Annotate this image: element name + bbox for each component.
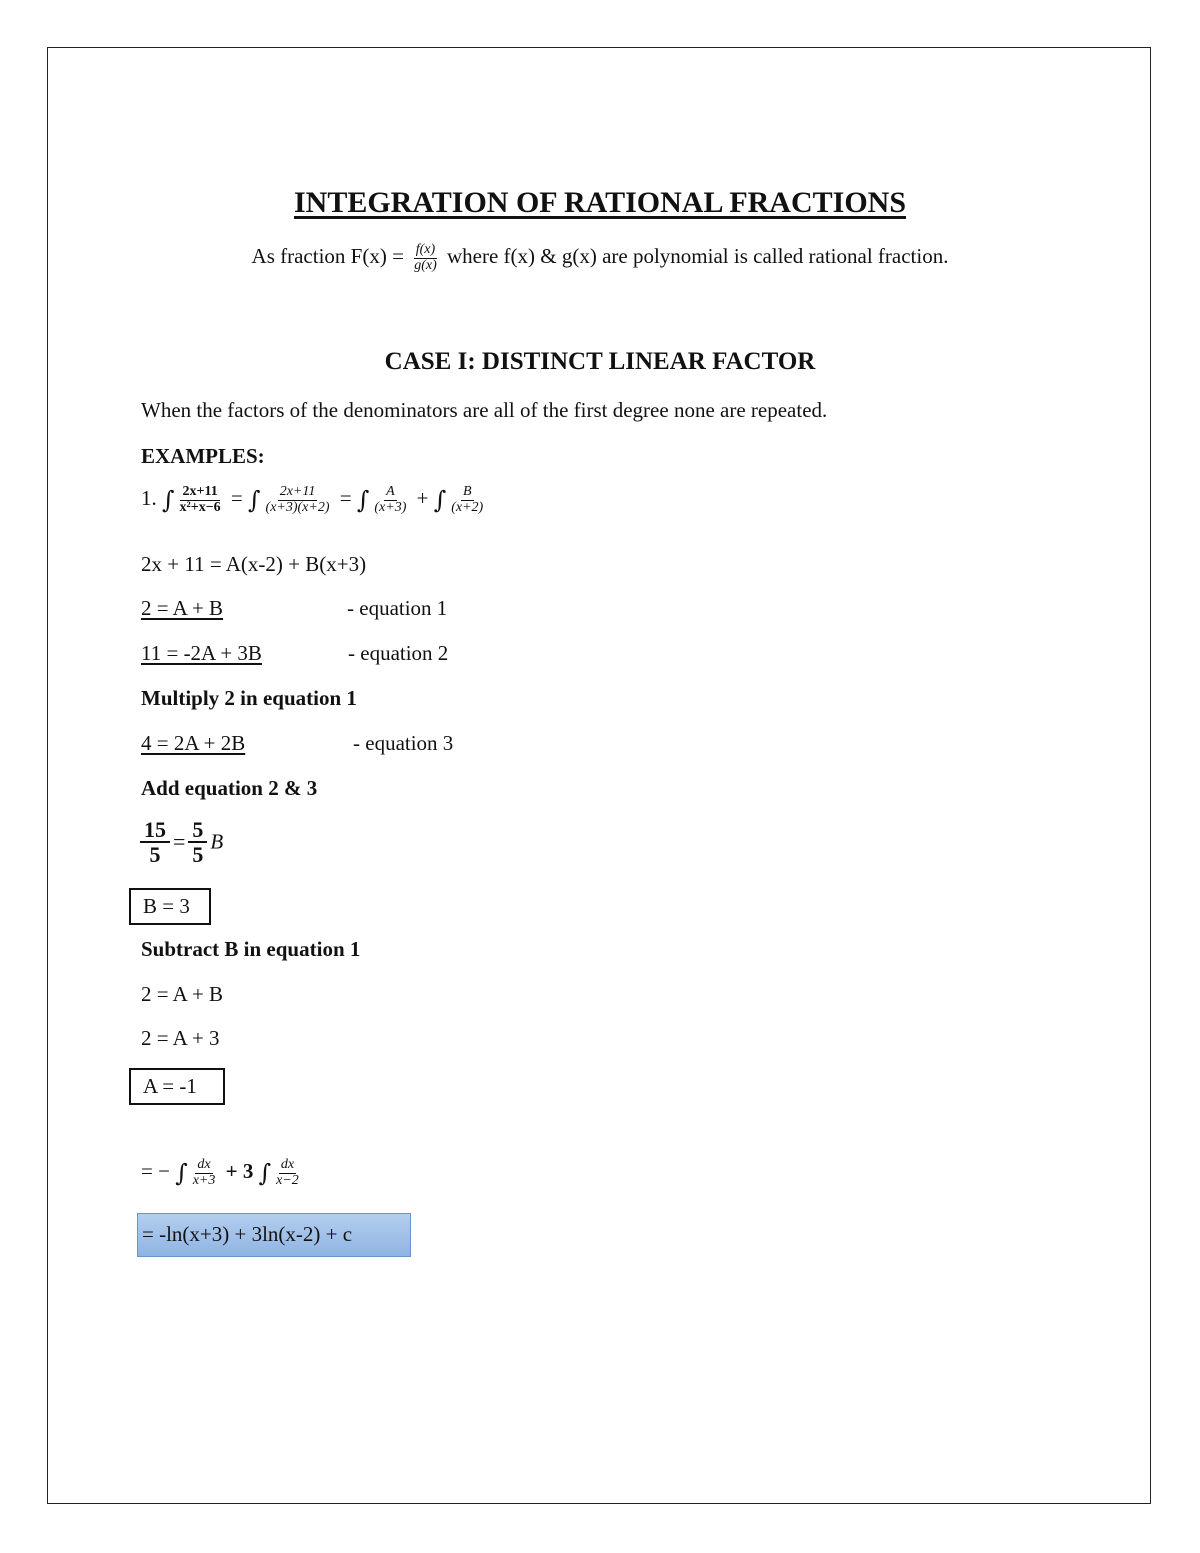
equals-sign: =: [230, 486, 243, 510]
fraction-3-denominator: (x+3): [374, 499, 407, 515]
integral-sign: ∫: [433, 486, 447, 515]
equals-sign: =: [173, 829, 186, 855]
definition-numerator: f(x): [415, 242, 436, 257]
definition-suffix: where f(x) & g(x) are polynomial is called rational fraction.: [446, 244, 949, 268]
integral-1-numerator: dx: [197, 1157, 211, 1172]
fraction-right: [188, 818, 207, 866]
example-fraction-3: [372, 485, 408, 515]
fraction-2-numerator: 2x+11: [279, 484, 316, 499]
fraction-4-numerator: B: [462, 484, 472, 499]
fraction-variable: B: [210, 829, 224, 854]
integral-sign: ∫: [356, 486, 370, 515]
substitution-2: 2 = A + 3: [141, 1026, 220, 1050]
case-heading: CASE I: DISTINCT LINEAR FACTOR: [384, 348, 816, 375]
integral-fraction-1: [191, 1158, 218, 1188]
fraction-right-denominator: 5: [192, 842, 204, 868]
equation-2: 11 = -2A + 3B: [141, 641, 262, 665]
page-title: INTEGRATION OF RATIONAL FRACTIONS: [293, 186, 907, 219]
example-fraction-1: [178, 485, 223, 515]
definition-denominator: g(x): [414, 257, 437, 273]
integral-sign: ∫: [248, 486, 261, 515]
result-a: A = -1: [143, 1074, 197, 1098]
fraction-equation: [140, 818, 223, 866]
plus-sign: +: [416, 486, 429, 510]
integral-sign: ∫: [258, 1159, 272, 1188]
examples-label: EXAMPLES:: [141, 444, 265, 468]
example-fraction-2: [264, 485, 332, 515]
definition-line: [0, 243, 1200, 273]
definition-fraction: [412, 243, 439, 273]
fraction-1-numerator: 2x+11: [182, 484, 218, 499]
equals-sign: =: [339, 486, 352, 510]
definition-prefix: As fraction F(x) =: [251, 244, 404, 268]
equation-1: 2 = A + B: [141, 596, 224, 620]
integral-sign: ∫: [162, 486, 175, 515]
integral-2-denominator: x−2: [276, 1172, 299, 1188]
substitution-1: 2 = A + B: [141, 982, 224, 1006]
example-index: 1.: [141, 486, 157, 510]
equation-3: 4 = 2A + 2B: [141, 731, 246, 755]
step-multiply: Multiply 2 in equation 1: [141, 686, 357, 710]
case-description: When the factors of the denominators are all of the first degree none are repeated.: [141, 398, 828, 422]
integral-prefix: = −: [141, 1159, 170, 1183]
integral-2-numerator: dx: [280, 1157, 295, 1172]
result-b: B = 3: [143, 894, 190, 918]
identity-line: 2x + 11 = A(x-2) + B(x+3): [141, 552, 367, 576]
result-a-box: [129, 1068, 225, 1105]
equation-2-label: - equation 2: [348, 641, 449, 665]
example-fraction-4: [449, 485, 485, 515]
integral-coefficient: + 3: [225, 1159, 254, 1183]
fraction-right-numerator: 5: [188, 818, 207, 843]
fraction-2-denominator: (x+3)(x+2): [265, 499, 330, 515]
integral-sign: ∫: [175, 1159, 188, 1188]
step-add: Add equation 2 & 3: [141, 776, 318, 800]
final-answer: = -ln(x+3) + 3ln(x-2) + c: [142, 1222, 353, 1246]
fraction-4-denominator: (x+2): [451, 499, 484, 515]
step-subtract: Subtract B in equation 1: [141, 937, 361, 961]
fraction-left-denominator: 5: [149, 842, 161, 868]
integral-expression: [141, 1158, 304, 1188]
integral-fraction-2: [274, 1158, 301, 1188]
example-1-equation: [141, 485, 488, 515]
integral-1-denominator: x+3: [192, 1172, 216, 1188]
result-b-box: [129, 888, 211, 925]
fraction-left-numerator: 15: [140, 818, 170, 843]
fraction-3-numerator: A: [386, 484, 395, 499]
final-answer-box: [137, 1213, 411, 1257]
equation-3-label: - equation 3: [353, 731, 454, 755]
equation-1-label: - equation 1: [347, 596, 448, 620]
fraction-left: [140, 818, 170, 866]
fraction-1-denominator: x²+x−6: [179, 499, 221, 515]
